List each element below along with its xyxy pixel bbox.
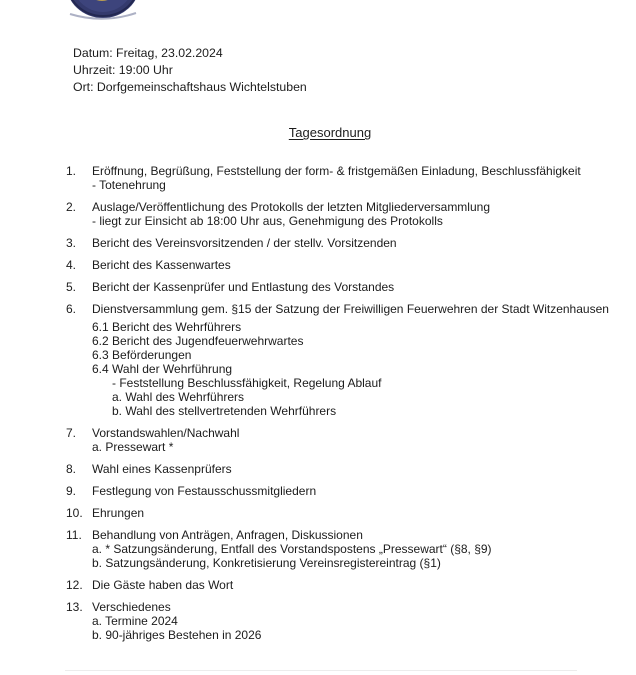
agenda-line: 6.3 Beförderungen (92, 348, 192, 362)
agenda-item-number: 4. (66, 258, 77, 272)
agenda-line: Bericht des Kassenwartes (92, 258, 231, 272)
agenda-item-body (92, 426, 636, 454)
agenda-line: - liegt zur Einsicht ab 18:00 Uhr aus, Genehmigung des Protokolls (92, 214, 443, 228)
meeting-meta (73, 45, 307, 96)
agenda-item-number: 10. (66, 506, 83, 520)
agenda-item (0, 302, 636, 418)
agenda-item (0, 164, 636, 192)
agenda-item (0, 280, 636, 294)
agenda-line: Wahl eines Kassenprüfers (92, 462, 232, 476)
agenda-line: - Totenehrung (92, 178, 166, 192)
agenda-line: b. Satzungsänderung, Konkretisierung Vereinsregistereintrag (§1) (92, 556, 441, 570)
agenda-item-number: 5. (66, 280, 77, 294)
agenda-item (0, 528, 636, 570)
agenda-item (0, 506, 636, 520)
agenda-line: b. Wahl des stellvertretenden Wehrführers (112, 404, 337, 418)
agenda-line: Behandlung von Anträgen, Anfragen, Diskussionen (92, 528, 363, 542)
agenda-line: Bericht des Vereinsvorsitzenden / der stellv. Vorsitzenden (92, 236, 397, 250)
agenda-list (0, 164, 636, 650)
agenda-item-body (92, 462, 636, 476)
agenda-item-body (92, 280, 636, 294)
agenda-item-number: 11. (66, 528, 82, 542)
agenda-line: b. 90-jähriges Bestehen in 2026 (92, 628, 262, 642)
agenda-line: Festlegung von Festausschussmitgliedern (92, 484, 317, 498)
agenda-line: a. Wahl des Wehrführers (112, 390, 245, 404)
agenda-line: 6.4 Wahl der Wehrführung (92, 362, 233, 376)
agenda-item-body (92, 200, 636, 228)
agenda-item-body (92, 236, 636, 250)
agenda-line: a. Pressewart * (92, 440, 174, 454)
agenda-item-body (92, 528, 636, 570)
agenda-item (0, 200, 636, 228)
agenda-item-number: 7. (66, 426, 77, 440)
agenda-item-body (92, 506, 636, 520)
agenda-line: a. * Satzungsänderung, Entfall des Vorstandspostens „Pressewart“ (§8, §9) (92, 542, 492, 556)
agenda-line: Dienstversammlung gem. §15 der Satzung der Freiwilligen Feuerwehren der Stadt Witzenhausen (92, 302, 609, 316)
page-bottom-rule (65, 670, 577, 671)
agenda-item (0, 462, 636, 476)
agenda-item (0, 426, 636, 454)
agenda-item-body (92, 258, 636, 272)
club-emblem-icon (58, 0, 150, 22)
agenda-item-number: 6. (66, 302, 77, 316)
agenda-title: Tagesordnung (288, 125, 372, 140)
agenda-line: Vorstandswahlen/Nachwahl (92, 426, 240, 440)
meta-date: Datum: Freitag, 23.02.2024 (73, 46, 223, 60)
agenda-item-number: 8. (66, 462, 77, 476)
agenda-line: 6.1 Bericht des Wehrführers (92, 320, 242, 334)
agenda-line: a. Termine 2024 (92, 614, 178, 628)
agenda-item-body (92, 600, 636, 642)
agenda-item-number: 12. (66, 578, 83, 592)
agenda-item-body (92, 578, 636, 592)
meta-location: Ort: Dorfgemeinschaftshaus Wichtelstuben (73, 80, 307, 94)
agenda-item (0, 578, 636, 592)
agenda-line: Die Gäste haben das Wort (92, 578, 234, 592)
agenda-item (0, 484, 636, 498)
agenda-item-body (92, 302, 636, 418)
agenda-item-body (92, 164, 636, 192)
agenda-line: Auslage/Veröffentlichung des Protokolls der letzten Mitgliederversammlung (92, 200, 490, 214)
agenda-line: Eröffnung, Begrüßung, Feststellung der form- & fristgemäßen Einladung, Beschlussfähigkeit (92, 164, 581, 178)
agenda-line: - Feststellung Beschlussfähigkeit, Regelung Ablauf (112, 376, 382, 390)
agenda-item (0, 258, 636, 272)
club-emblem-logo (58, 0, 150, 22)
agenda-line: 6.2 Bericht des Jugendfeuerwehrwartes (92, 334, 304, 348)
agenda-item-number: 9. (66, 484, 77, 498)
agenda-item-number: 2. (66, 200, 77, 214)
agenda-line: Bericht der Kassenprüfer und Entlastung des Vorstandes (92, 280, 395, 294)
agenda-item-number: 1. (66, 164, 77, 178)
agenda-item-number: 3. (66, 236, 77, 250)
agenda-item-number: 13. (66, 600, 83, 614)
agenda-item (0, 236, 636, 250)
agenda-item (0, 600, 636, 642)
meta-time: Uhrzeit: 19:00 Uhr (73, 63, 173, 77)
agenda-line: Ehrungen (92, 506, 145, 520)
agenda-item-body (92, 484, 636, 498)
agenda-line: Verschiedenes (92, 600, 171, 614)
